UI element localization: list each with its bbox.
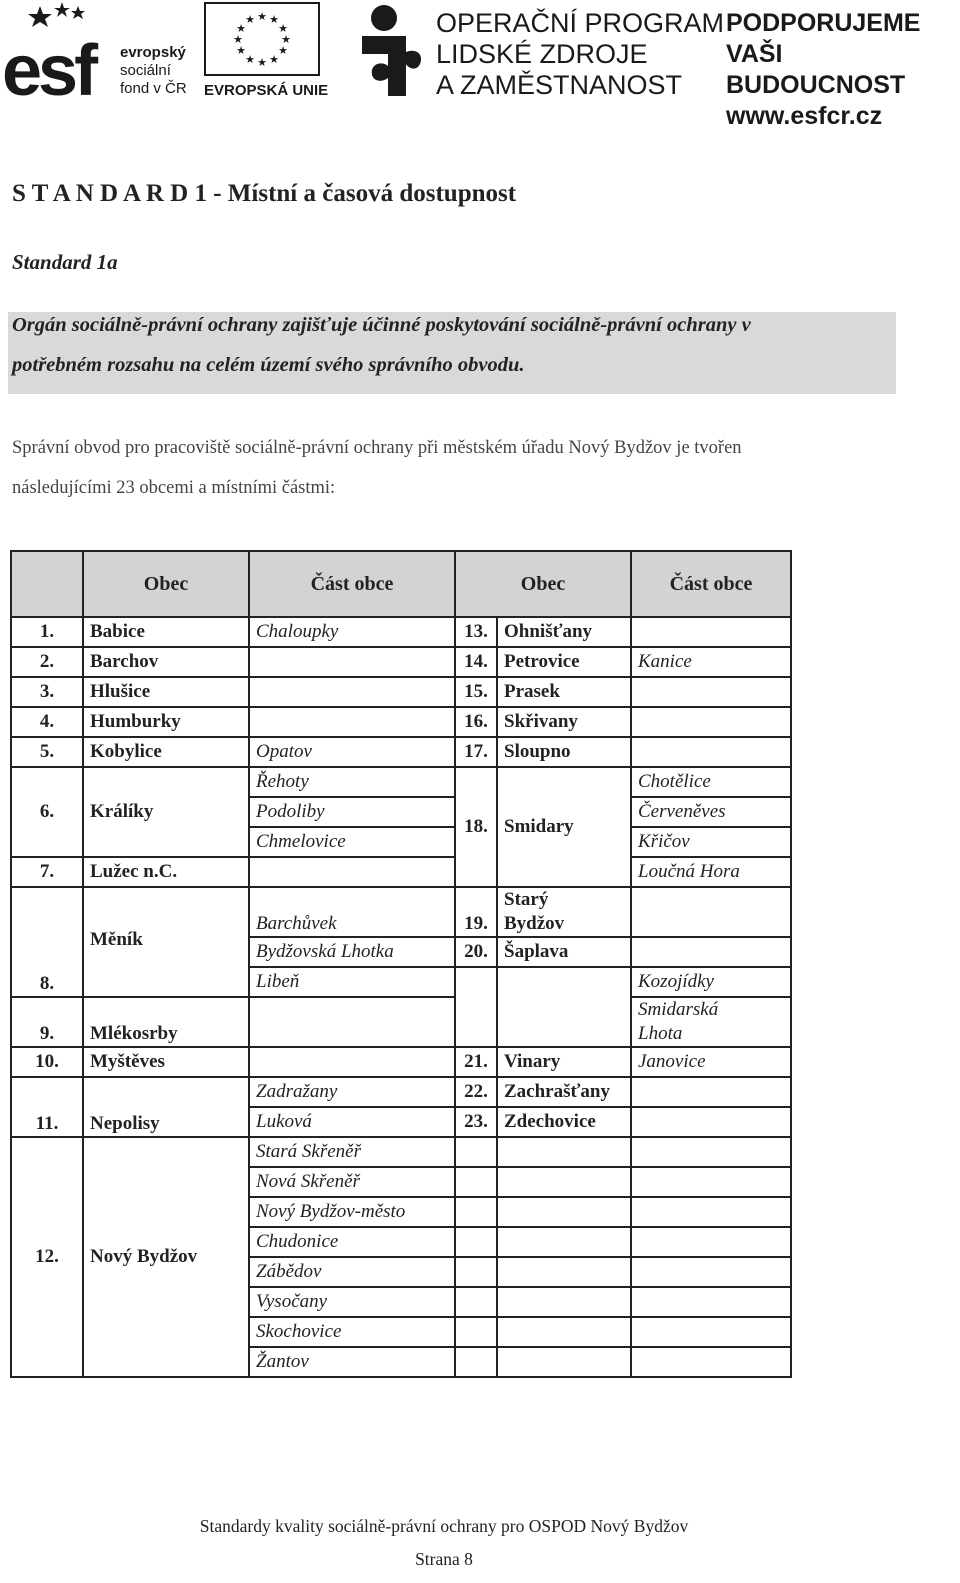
stary-bydzov-line2: Bydžov [504, 913, 565, 934]
table-row: Zábědov [11, 1257, 791, 1287]
header-obec-right: Obec [455, 551, 631, 617]
table-row: 5. Kobylice Opatov 17. Sloupno [11, 737, 791, 767]
table-row: Chudonice [11, 1227, 791, 1257]
svg-text:★: ★ [257, 56, 267, 69]
page-title: S T A N D A R D 1 - Místní a časová dostupnost [12, 180, 517, 207]
intro-line1: Správní obvod pro pracoviště sociálně-právní ochrany při městském úřadu Nový Bydžov je tvořen [12, 438, 742, 458]
table-row: Podoliby Červeněves [11, 797, 791, 827]
table-row: Žantov [11, 1347, 791, 1377]
table-row: Nová Skřeněř [11, 1167, 791, 1197]
svg-text:★: ★ [236, 44, 246, 57]
esf-line1: evropský [120, 44, 186, 61]
op-line2: LIDSKÉ ZDROJE [436, 39, 648, 69]
puzzle-person-icon [358, 2, 428, 98]
puzzle-logo [358, 2, 428, 98]
standard-subtitle: Standard 1a [12, 250, 118, 274]
eu-stars-icon [206, 4, 318, 74]
slogan-line2: VAŠI BUDOUCNOST [726, 40, 906, 99]
eu-flag [204, 2, 320, 76]
svg-text:★: ★ [278, 22, 288, 35]
svg-text:★: ★ [233, 33, 243, 46]
eu-label: EVROPSKÁ UNIE [204, 82, 329, 99]
svg-text:★: ★ [269, 53, 279, 66]
table-row: Nový Bydžov-město [11, 1197, 791, 1227]
table-row: 8. Měník Barchůvek 19. Starý Bydžov [11, 887, 791, 937]
highlight-line2: potřebném rozsahu na celém území svého správního obvodu. [12, 354, 525, 376]
table-row: 1. Babice Chaloupky 13. Ohnišťany [11, 617, 791, 647]
table-row: 12. Nový Bydžov Stará Skřeněř [11, 1137, 791, 1167]
op-line3: A ZAMĚSTNANOST [436, 70, 683, 100]
svg-text:★: ★ [269, 13, 279, 26]
header-blank [11, 551, 83, 617]
header-cast-right: Část obce [631, 551, 791, 617]
table-row: 10. Myštěves 21. Vinary Janovice [11, 1047, 791, 1077]
svg-text:★: ★ [245, 53, 255, 66]
table-row: Vysočany [11, 1287, 791, 1317]
table-row: 2. Barchov 14. Petrovice Kanice [11, 647, 791, 677]
header-obec-left: Obec [83, 551, 249, 617]
table-row: 4. Humburky 16. Skřivany [11, 707, 791, 737]
svg-text:★: ★ [257, 10, 267, 23]
header-cast-left: Část obce [249, 551, 455, 617]
table-row: Libeň Kozojídky [11, 967, 791, 997]
footer-text: Standardy kvality sociálně-právní ochrany pro OSPOD Nový Bydžov [199, 1516, 689, 1536]
svg-text:★: ★ [278, 44, 288, 57]
table-header-row [11, 551, 791, 617]
svg-text:esf: esf [2, 31, 95, 100]
stary-bydzov-line1: Starý [504, 889, 549, 910]
esf-line3: fond v ČR [120, 80, 187, 97]
table-row: 11. Nepolisy Zadražany 22. Zachrašťany [11, 1077, 791, 1107]
svg-text:★: ★ [245, 13, 255, 26]
smidarska-line1: Smidarská [638, 999, 719, 1020]
svg-text:★: ★ [236, 22, 246, 35]
page-number: Strana 8 [415, 1549, 473, 1569]
smidarska-line2: Lhota [638, 1023, 683, 1044]
table-row: 6. Králíky Řehoty 18. Smidary Chotělice [11, 767, 791, 797]
slogan-line1: PODPORUJEME [726, 9, 921, 37]
svg-text:★: ★ [281, 33, 291, 46]
table-row: Luková 23. Zdechovice [11, 1107, 791, 1137]
municipality-table [10, 550, 792, 1378]
table-row: 7. Lužec n.C. Loučná Hora [11, 857, 791, 887]
op-line1: OPERAČNÍ PROGRAM [436, 8, 725, 38]
highlight-line1: Orgán sociálně-právní ochrany zajišťuje účinné poskytování sociálně-právní ochrany v [12, 314, 751, 336]
esf-line2: sociální [120, 62, 171, 79]
intro-line2: následujícími 23 obcemi a místními částmi: [12, 478, 336, 498]
table-row: 3. Hlušice 15. Prasek [11, 677, 791, 707]
esf-url[interactable]: www.esfcr.cz [726, 102, 883, 130]
table-row: Chmelovice Křičov [11, 827, 791, 857]
table-row: Skochovice [11, 1317, 791, 1347]
table-row: Bydžovská Lhotka 20. Šaplava [11, 937, 791, 967]
table-row: 9. Mlékosrby Smidarská Lhota [11, 997, 791, 1047]
